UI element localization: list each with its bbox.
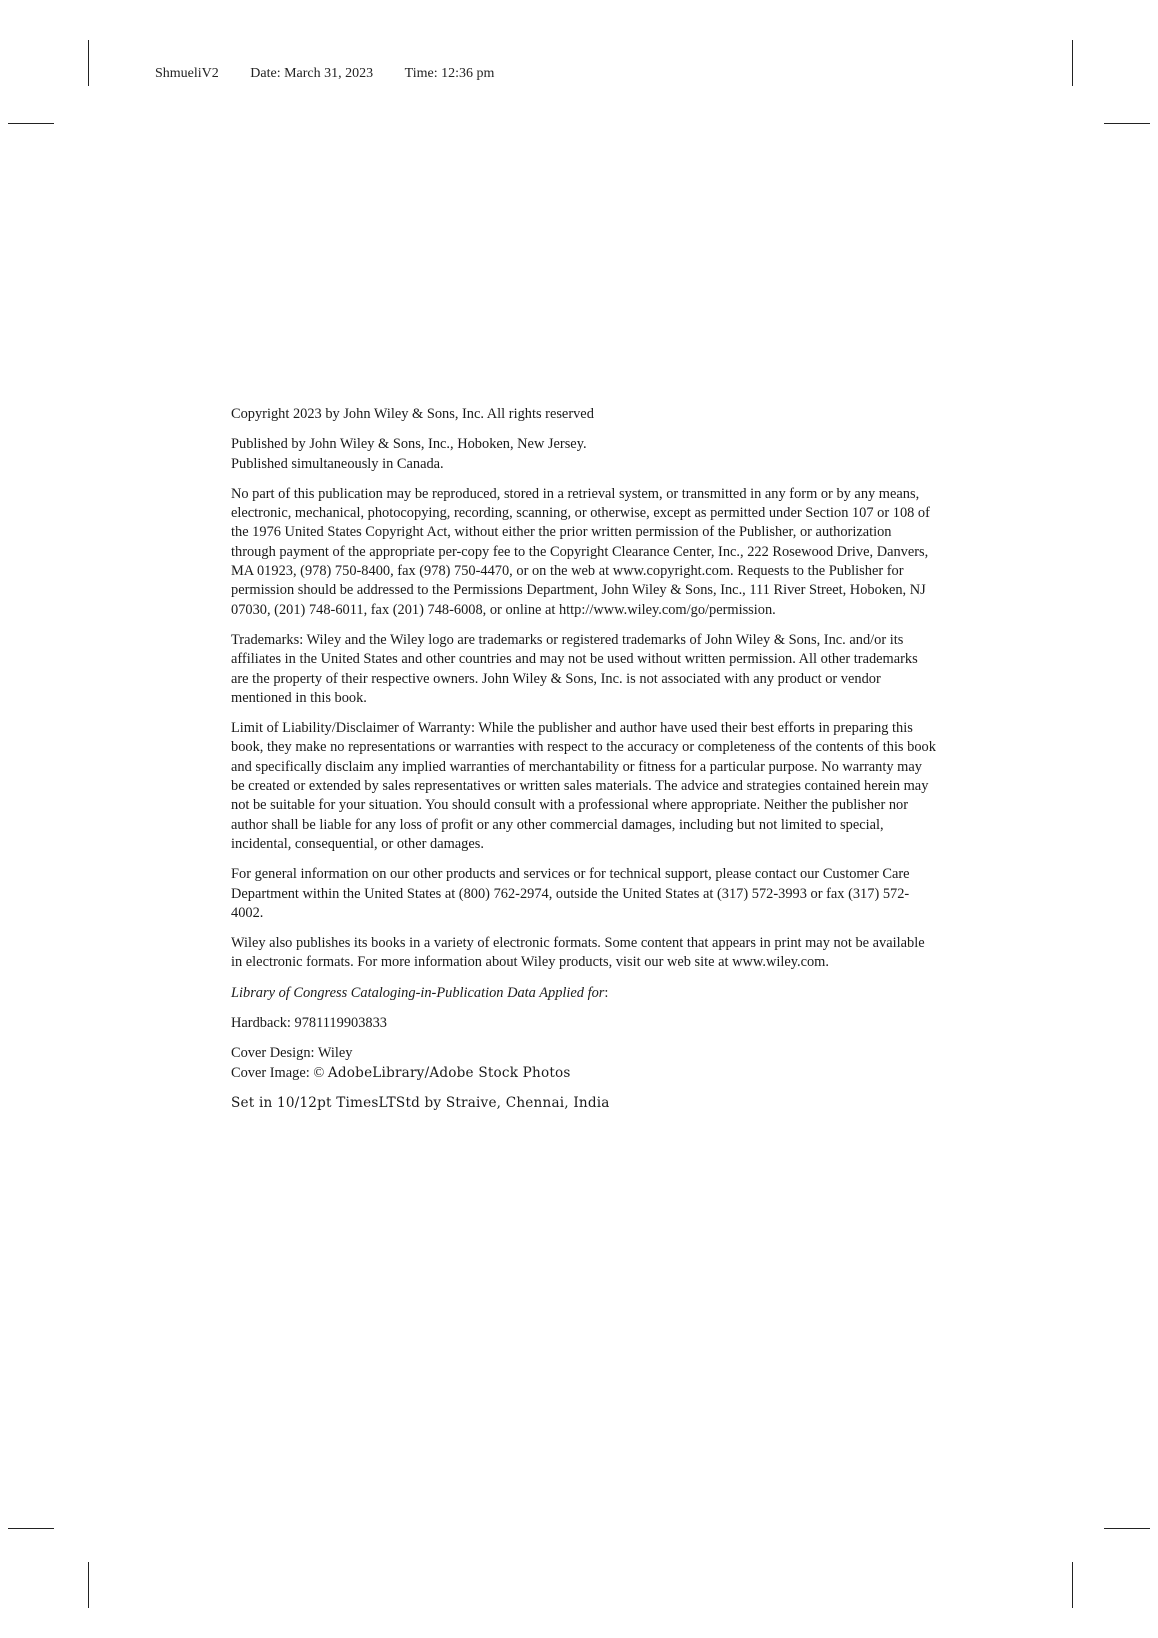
crop-mark xyxy=(8,1528,54,1529)
loc-data-title: Library of Congress Cataloging-in-Publication Data Applied for xyxy=(231,984,605,1001)
crop-mark xyxy=(1072,40,1073,86)
document-code: ShmueliV2 xyxy=(155,66,219,81)
typesetting-note: Set in 10/12pt TimesLTStd by Straive, Chennai, India xyxy=(231,1094,610,1111)
copyright-notice: Copyright 2023 by John Wiley & Sons, Inc. All rights reserved xyxy=(231,406,594,422)
liability-disclaimer: Limit of Liability/Disclaimer of Warranty: While the publisher and author have used their best efforts in preparing this book, they make no representations or warranties with respect to the accuracy or completeness of the contents of this book and specifically disclaim any implied warranties of merchantability or fitness for a particular purpose. No warranty may be created or extended by sales representatives or written sales materials. The advice and strategies contained herein may not be suitable for your situation. You should consult with a professional where appropriate. Neither the publisher nor author shall be liable for any loss of profit or any other commercial damages, including but not limited to special, incidental, consequential, or other damages. xyxy=(231,720,936,852)
hardback-isbn: Hardback: 9781119903833 xyxy=(231,1015,387,1032)
cover-design: Cover Design: Wiley xyxy=(231,1045,353,1062)
published-by: Published by John Wiley & Sons, Inc., Hoboken, New Jersey. xyxy=(231,436,587,453)
cover-credits xyxy=(231,1044,936,1083)
crop-mark xyxy=(88,40,89,86)
electronic-formats-notice: Wiley also publishes its books in a variety of electronic formats. Some content that appears in print may not be available in electronic formats. For more information about Wiley products, visit our web site at www.wiley.com. xyxy=(231,935,925,971)
reproduction-notice: No part of this publication may be reproduced, stored in a retrieval system, or transmitted in any form or by any means, electronic, mechanical, photocopying, recording, scanning, or otherwise, except as permitted under Section 107 or 108 of the 1976 United States Copyright Act, without either the prior written permission of the Publisher, or authorization through payment of the appropriate per-copy fee to the Copyright Clearance Center, Inc., 222 Rosewood Drive, Danvers, MA 01923, (978) 750-8400, fax (978) 750-4470, or on the web at www.copyright.com. Requests to the Publisher for permission should be addressed to the Permissions Department, John Wiley & Sons, Inc., 111 River Street, Hoboken, NJ 07030, (201) 748-6011, fax (201) 748-6008, or online at http://www.wiley.com/go/permission. xyxy=(231,485,930,618)
crop-mark xyxy=(1104,123,1150,124)
published-canada: Published simultaneously in Canada. xyxy=(231,455,444,472)
loc-data-suffix: : xyxy=(604,984,609,1001)
trademarks-notice: Trademarks: Wiley and the Wiley logo are trademarks or registered trademarks of John Wiley & Sons, Inc. and/or its affiliates in the United States and other countries and may not be used without written permission. All other trademarks are the property of their respective owners. John Wiley & Sons, Inc. is not associated with any product or vendor mentioned in this book. xyxy=(231,631,918,706)
loc-data xyxy=(231,984,936,1003)
header-time: Time: 12:36 pm xyxy=(404,66,495,81)
publisher-info xyxy=(231,435,936,474)
cover-image-credit: AdobeLibrary/Adobe Stock Photos xyxy=(327,1064,571,1081)
cover-image xyxy=(231,1064,936,1083)
general-info: For general information on our other products and services or for technical support, please contact our Customer Care Department within the United States at (800) 762-2974, outside the United States at (317) 572-3993 or fax (317) 572-4002. xyxy=(231,866,910,921)
header-date: Date: March 31, 2023 xyxy=(250,66,374,81)
copyright-block xyxy=(231,405,936,1124)
crop-mark xyxy=(88,1562,89,1608)
crop-mark xyxy=(1104,1528,1150,1529)
crop-mark xyxy=(1072,1562,1073,1608)
page-header xyxy=(155,66,522,82)
crop-mark xyxy=(8,123,54,124)
cover-image-label: Cover Image: © xyxy=(231,1064,328,1081)
